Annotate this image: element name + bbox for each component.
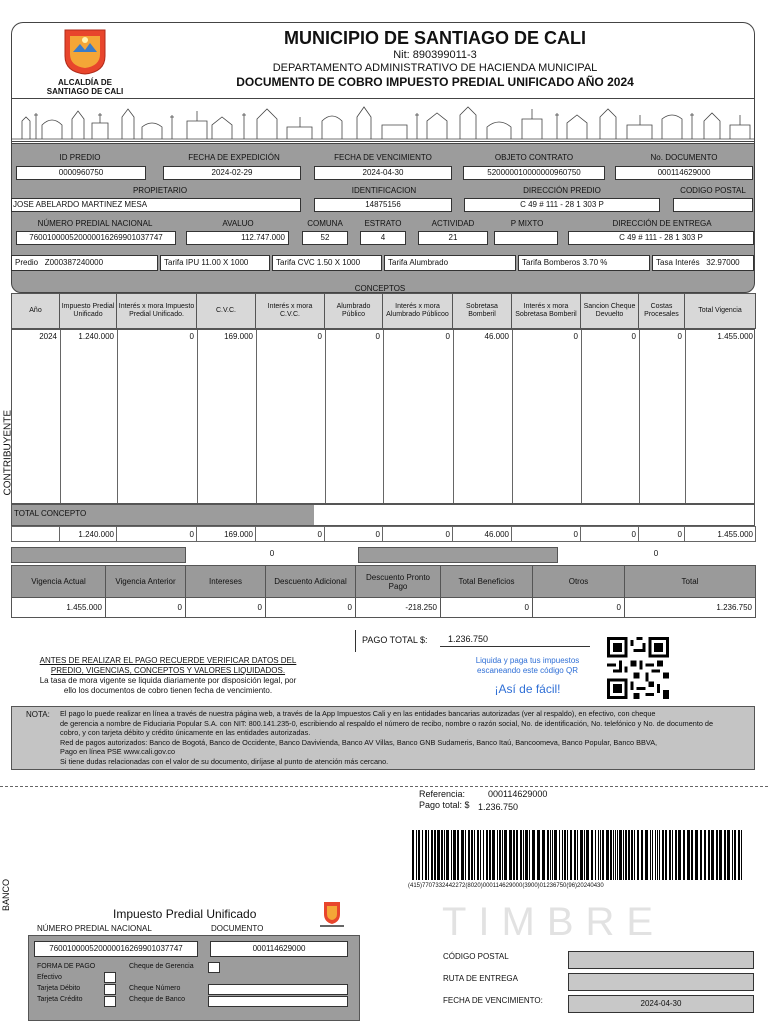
qr-code[interactable] [607,637,669,699]
estrato-label: ESTRATO [364,219,402,228]
stub-codigo-postal-value [568,951,754,969]
estrato-value: 4 [360,231,406,245]
nota-line: El pago lo puede realizar en línea a través de nuestra página web, a través de la App Impuestos Cali y en las entidades bancarias autorizadas (ver al respaldo), en efectivo, con cheque [60,709,656,718]
pago-total-label: PAGO TOTAL $: [362,635,428,645]
total-cell: 169.000 [197,527,256,542]
stub-npn-value: 760010000520000016269901037747 [34,941,198,957]
codigo-postal-value [673,198,753,212]
summary-value-cell: 0 [106,598,186,618]
actividad-label: ACTIVIDAD [431,219,475,228]
conceptos-cell: 0 [375,332,380,341]
conceptos-header-cell: Interés x mora Alumbrado Públicoo [383,294,453,329]
stub-codigo-postal-label: CÓDIGO POSTAL [443,952,509,961]
mora-line-2: ello los documentos de cobro tienen fecha de vencimiento. [63,686,273,695]
totals-row [11,526,756,542]
nit: Nit: 890399011-3 [393,49,477,61]
conceptos-header-cell: Sancion Cheque Devuelto [581,294,639,329]
conceptos-cell: 46.000 [484,332,509,341]
summary-header-cell: Total [625,566,756,598]
stub-fecha-venc-label: FECHA DE VENCIMIENTO: [443,996,543,1005]
summary-value-cell: 0 [533,598,625,618]
ruta-entrega-label: RUTA DE ENTREGA [443,974,518,983]
tarifa-ipu: Tarifa IPU 11.00 X 1000 [160,255,270,271]
ipu-title: Impuesto Predial Unificado [113,907,257,921]
conceptos-header-cell: Alumbrado Público [325,294,383,329]
tasa-interes-value: 32.97000 [706,258,740,267]
cut-line [0,786,768,787]
mora-line-1: La tasa de mora vigente se liquida diariamente por disposición legal, por [39,676,297,685]
asi-de-facil: ¡Así de fácil! [494,682,561,696]
comuna-value: 52 [302,231,348,245]
id-predio-label: ID PREDIO [59,153,101,162]
small-coat-of-arms-icon [312,900,352,930]
direccion-entrega-value: C 49 # 111 - 28 1 303 P [568,231,754,245]
conceptos-cell: 1.455.000 [717,332,753,341]
propietario-label: PROPIETARIO [132,186,188,195]
codigo-postal-label: CODIGO POSTAL [680,186,746,195]
actividad-value: 21 [418,231,488,245]
department: DEPARTAMENTO ADMINISTRATIVO DE HACIENDA MUNICIPAL [272,62,598,74]
cheque-gerencia-checkbox[interactable] [208,962,220,973]
p-mixto-label: P MIXTO [510,219,544,228]
fecha-vencimiento-value: 2024-04-30 [314,166,452,180]
fecha-expedicion-value: 2024-02-29 [163,166,301,180]
summary-value-cell: 1.236.750 [625,598,756,618]
banco-side-label: BANCO [1,879,11,912]
cheque-banco-label: Cheque de Banco [129,996,186,1003]
avaluo-label: AVALUO [222,219,254,228]
summary-header-cell: Descuento Adicional [266,566,356,598]
summary-header-cell: Total Beneficios [441,566,533,598]
total-cell: 0 [256,527,325,542]
referencia-value: 000114629000 [488,789,548,799]
summary-value-cell: 1.455.000 [12,598,106,618]
forma-pago-label: FORMA DE PAGO [37,963,96,970]
page-title: MUNICIPIO DE SANTIAGO DE CALI [283,28,586,48]
conceptos-title: CONCEPTOS [354,284,406,293]
fecha-expedicion-label: FECHA DE EXPEDICIÓN [188,153,280,162]
tarjeta-debito-checkbox[interactable] [104,984,116,995]
summary-header-cell: Vigencia Actual [12,566,106,598]
pago-total-value: 1.236.750 [448,634,489,644]
summary-header-cell: Vigencia Anterior [106,566,186,598]
zero-band [11,547,755,563]
nota-box [11,706,755,770]
efectivo-label: Efectivo [37,974,62,981]
total-cell: 1.240.000 [60,527,117,542]
conceptos-header-cell: Año [12,294,60,329]
stub-documento-value: 000114629000 [210,941,348,957]
avaluo-value: 112.747.000 [186,231,289,245]
objeto-contrato-value: 520000010000000960750 [463,166,605,180]
timbre-watermark: TIMBRE [442,900,666,944]
summary-table [11,565,756,618]
conceptos-header-cell: Costas Procesales [639,294,685,329]
conceptos-header-cell: C.V.C. [197,294,256,329]
nota-line: de gerencia a nombre de Fiduciaria Popular S.A. con NIT: 800.141.235-0, escribiendo al respaldo el número de recibo, nombre o razón social, No. de identificación, No. telefónico y No. de documento de [60,718,714,728]
npn-label: NÚMERO PREDIAL NACIONAL [37,219,153,228]
total-cell: 1.455.000 [685,527,756,542]
summary-header-cell: Descuento Pronto Pago [356,566,441,598]
conceptos-cell: 0 [445,332,450,341]
total-concepto-label: TOTAL CONCEPTO [14,509,87,518]
conceptos-header [11,293,756,329]
conceptos-header-cell: Sobretasa Bomberil [453,294,512,329]
conceptos-header-cell: Interés x mora Impuesto Predial Unificado. [117,294,197,329]
total-cell: 0 [383,527,453,542]
summary-value-cell: 0 [441,598,533,618]
conceptos-header-cell: Interés x mora C.V.C. [256,294,325,329]
conceptos-cell: 0 [317,332,322,341]
tarifa-bomberos: Tarifa Bomberos 3.70 % [518,255,650,271]
stub-npn-label: NÚMERO PREDIAL NACIONAL [37,924,152,933]
identificacion-label: IDENTIFICACION [351,186,417,195]
contribuyente-side-label: CONTRIBUYENTE [2,409,14,496]
predio-label: Predio [15,258,39,267]
no-documento-value: 000114629000 [615,166,753,180]
conceptos-cell: 0 [677,332,682,341]
qr-text-1: Liquida y paga tus impuestos [475,656,580,665]
skyline-illustration-icon [12,99,754,142]
conceptos-cell: 169.000 [224,332,253,341]
tarjeta-credito-checkbox[interactable] [104,996,116,1007]
logo-text-line-2: SANTIAGO DE CALI [46,87,124,96]
conceptos-cell: 2024 [39,332,57,341]
p-mixto-value [494,231,558,245]
stub-fecha-venc-value: 2024-04-30 [568,995,754,1013]
conceptos-header-cell: Impuesto Predial Unificado [60,294,117,329]
tarjeta-credito-label: Tarjeta Crédito [37,996,83,1003]
total-cell: 46.000 [453,527,512,542]
city-logo [40,26,130,94]
small-logo [312,900,352,930]
barcode-icon [412,830,742,880]
direccion-predio-value: C 49 # 111 - 28 1 303 P [464,198,660,212]
tasa-interes-label: Tasa Interés [656,258,700,267]
zero-b: 0 [653,549,659,558]
coat-of-arms-icon [40,26,130,76]
summary-value-cell: 0 [186,598,266,618]
nota-line: Pago en línea PSE www.cali.gov.co [60,747,176,757]
total-cell: 0 [512,527,581,542]
cheque-banco-input[interactable] [208,996,348,1007]
direccion-predio-label: DIRECCIÓN PREDIO [523,186,601,195]
summary-value-cell: -218.250 [356,598,441,618]
warning-line-1: ANTES DE REALIZAR EL PAGO RECUERDE VERIFICAR DATOS DEL [39,656,297,665]
conceptos-cell: 1.240.000 [78,332,114,341]
stub-documento-label: DOCUMENTO [211,924,264,933]
summary-header-cell: Otros [533,566,625,598]
warning-line-2: PREDIO, VIGENCIAS, CONCEPTOS Y VALORES LIQUIDADOS. [50,666,286,675]
conceptos-body [11,329,755,504]
logo-text-line-1: ALCALDÍA DE [58,78,112,87]
tarifa-alumbrado: Tarifa Alumbrado [384,255,516,271]
pago-total-stub-label: Pago total: $ [419,800,470,810]
nota-label: NOTA: [26,710,50,719]
propietario-value: JOSE ABELARDO MARTINEZ MESA [11,198,301,212]
nota-line: cobro, y con tarjeta débito y crédito únicamente en las entidades autorizadas. [60,728,311,738]
predio-value: Z000387240000 [44,258,104,267]
direccion-entrega-label: DIRECCIÓN DE ENTREGA [612,219,712,228]
total-cell: 0 [117,527,197,542]
skyline-banner [12,98,754,142]
efectivo-checkbox[interactable] [104,972,116,983]
cheque-gerencia-label: Cheque de Gerencia [129,963,194,970]
qr-text-2: escaneando este código QR [477,666,578,675]
total-cell: 0 [581,527,639,542]
barcode-text: (415)7707332442272(8020)000114629000(3900)01236750(96)20240430 [408,883,604,889]
cheque-numero-input[interactable] [208,984,348,995]
referencia-label: Referencia: [419,789,466,799]
total-cell: 0 [325,527,383,542]
conceptos-cell: 0 [573,332,578,341]
comuna-label: COMUNA [307,219,343,228]
summary-value-cell: 0 [266,598,356,618]
cheque-numero-label: Cheque Número [129,985,181,992]
tasa-interes-field [652,255,754,271]
tarjeta-debito-label: Tarjeta Débito [37,985,81,992]
conceptos-header-cell: Total Vigencia [685,294,756,329]
objeto-contrato-label: OBJETO CONTRATO [494,153,574,162]
zero-a: 0 [269,549,275,558]
id-predio-value: 0000960750 [16,166,146,180]
document-title: DOCUMENTO DE COBRO IMPUESTO PREDIAL UNIFICADO AÑO 2024 [236,75,634,89]
total-concepto-band [11,504,755,526]
conceptos-cell: 0 [189,332,194,341]
total-cell [12,527,60,542]
nota-line: Red de pagos autorizados: Banco de Bogotá, Banco de Occidente, Banco Davivienda, Banco AV Villas, Banco GNB Sudameris, Banco Itaú, Bancoomeva, Banco Popular, Banco BBVA, [60,737,658,747]
qr-code-icon [607,637,669,699]
conceptos-cell: 0 [631,332,636,341]
ruta-entrega-value [568,973,754,991]
identificacion-value: 14875156 [314,198,452,212]
predio-field [11,255,158,271]
no-documento-label: No. DOCUMENTO [650,153,718,162]
tarifa-cvc: Tarifa CVC 1.50 X 1000 [272,255,382,271]
conceptos-header-cell: Interés x mora Sobretasa Bomberil [512,294,581,329]
nota-line: Si tiene dudas relacionadas con el valor de su documento, diríjase al punto de atención más cercano. [60,756,389,766]
npn-value: 760010000520000016269901037747 [16,231,176,245]
barcode [412,830,742,880]
total-cell: 0 [639,527,685,542]
fecha-vencimiento-label: FECHA DE VENCIMIENTO [334,153,432,162]
summary-header-cell: Intereses [186,566,266,598]
pago-total-stub-value: 1.236.750 [478,802,519,812]
